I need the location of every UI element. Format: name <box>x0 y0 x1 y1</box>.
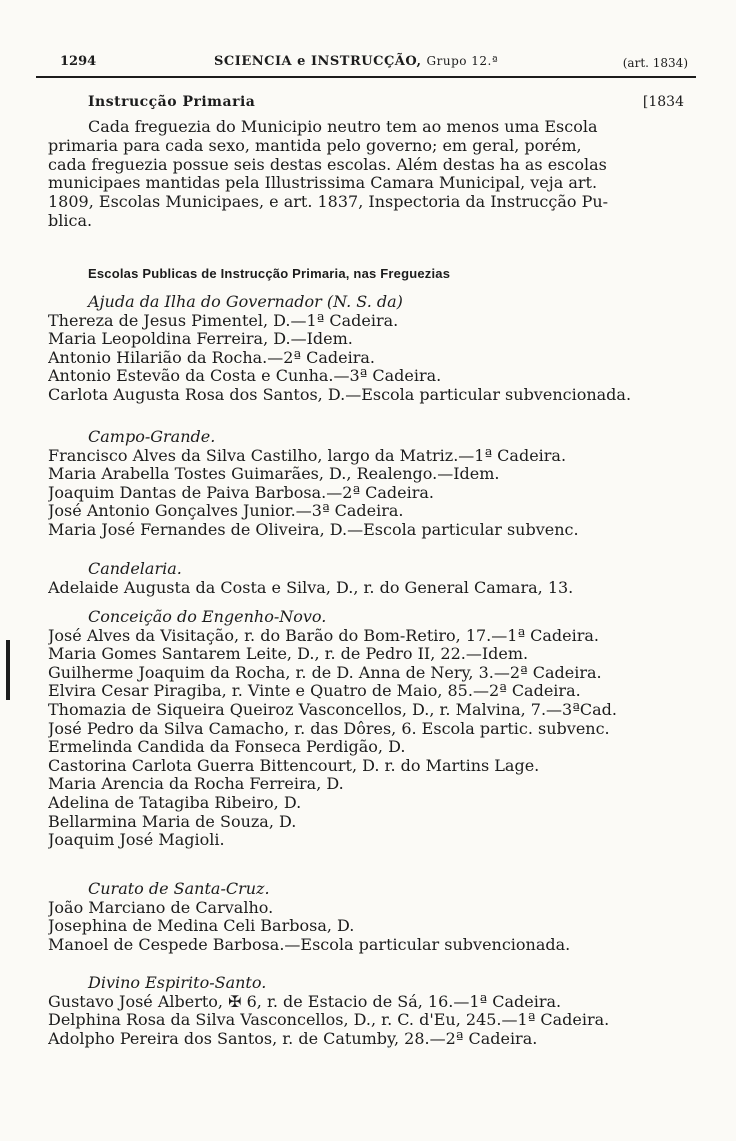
intro-line: 1809, Escolas Municipaes, e art. 1837, Inspectoria da Instrucção Pu- <box>48 193 609 212</box>
list-item: Adelaide Augusta da Costa e Silva, D., r. do General Camara, 13. <box>48 578 574 597</box>
list-item: Antonio Estevão da Costa e Cunha.—3ª Cadeira. <box>48 367 442 386</box>
list-item: Thomazia de Siqueira Queiroz Vasconcellos, D., r. Malvina, 7.—3ªCad. <box>48 700 617 719</box>
list-item: Delphina Rosa da Silva Vasconcellos, D., r. C. d'Eu, 245.—1ª Cadeira. <box>48 1011 610 1030</box>
parish-name: Divino Espirito-Santo. <box>88 973 267 992</box>
intro-line: cada freguezia possue seis destas escolas. Além destas ha as escolas <box>48 155 607 174</box>
section-ref: [1834 <box>642 94 684 110</box>
list-item: José Alves da Visitação, r. do Barão do Bom-Retiro, 17.—1ª Cadeira. <box>48 626 600 645</box>
parish-block <box>48 428 698 540</box>
parish-block <box>48 974 698 1048</box>
section-title: Instrucção Primaria <box>88 94 256 110</box>
list-item: Maria Arencia da Rocha Ferreira, D. <box>48 775 344 794</box>
list-item: Josephina de Medina Celi Barbosa, D. <box>48 917 355 936</box>
running-header <box>36 50 696 78</box>
intro-line: blica. <box>48 211 93 230</box>
list-item: João Marciano de Carvalho. <box>48 898 274 917</box>
list-item: Thereza de Jesus Pimentel, D.—1ª Cadeira. <box>48 311 399 330</box>
list-item: Joaquim Dantas de Paiva Barbosa.—2ª Cadeira. <box>48 483 435 502</box>
ink-smudge <box>6 640 10 700</box>
parish-block <box>48 293 698 405</box>
list-item: Ermelinda Candida da Fonseca Perdigão, D. <box>48 738 406 757</box>
list-item: Francisco Alves da Silva Castilho, largo da Matriz.—1ª Cadeira. <box>48 446 567 465</box>
parish-name: Curato de Santa-Cruz. <box>88 879 270 898</box>
list-item: José Antonio Gonçalves Junior.—3ª Cadeira. <box>48 502 404 521</box>
parish-block <box>48 560 698 597</box>
parish-name: Ajuda da Ilha do Governador (N. S. da) <box>88 292 403 311</box>
intro-line: Cada freguezia do Municipio neutro tem ao menos uma Escola <box>88 118 598 136</box>
section-heading <box>88 94 688 112</box>
intro-line: primaria para cada sexo, mantida pelo governo; em geral, porém, <box>48 136 582 155</box>
list-item: Maria Gomes Santarem Leite, D., r. de Pedro II, 22.—Idem. <box>48 645 529 664</box>
list-item: Adolpho Pereira dos Santos, r. de Catumby, 28.—2ª Cadeira. <box>48 1029 538 1048</box>
list-item: Guilherme Joaquim da Rocha, r. de D. Anna de Nery, 3.—2ª Cadeira. <box>48 663 602 682</box>
parish-name: Conceição do Engenho-Novo. <box>88 607 327 626</box>
list-title: Escolas Publicas de Instrucção Primaria, nas Freguezias <box>88 266 451 281</box>
list-item: Gustavo José Alberto, ✠ 6, r. de Estacio de Sá, 16.—1ª Cadeira. <box>48 992 562 1011</box>
header-group: Grupo 12.ª <box>426 54 499 68</box>
list-item: Adelina de Tatagiba Ribeiro, D. <box>48 793 302 812</box>
list-item: Elvira Cesar Piragiba, r. Vinte e Quatro de Maio, 85.—2ª Cadeira. <box>48 682 581 701</box>
list-item: Maria Arabella Tostes Guimarães, D., Realengo.—Idem. <box>48 465 500 484</box>
header-title <box>214 54 498 69</box>
header-article: (art. 1834) <box>622 56 688 70</box>
list-item: Bellarmina Maria de Souza, D. <box>48 812 297 831</box>
list-item: Manoel de Cespede Barbosa.—Escola particular subvencionada. <box>48 935 571 954</box>
list-item: Carlota Augusta Rosa dos Santos, D.—Escola particular subvencionada. <box>48 385 632 404</box>
list-item: Maria José Fernandes de Oliveira, D.—Escola particular subvenc. <box>48 520 579 539</box>
list-item: Maria Leopoldina Ferreira, D.—Idem. <box>48 330 353 349</box>
parish-block <box>48 608 698 850</box>
list-item: José Pedro da Silva Camacho, r. das Dôres, 6. Escola partic. subvenc. <box>48 719 610 738</box>
list-item: Antonio Hilarião da Rocha.—2ª Cadeira. <box>48 348 375 367</box>
parish-name: Candelaria. <box>88 559 182 578</box>
list-item: Castorina Carlota Guerra Bittencourt, D. r. do Martins Lage. <box>48 756 540 775</box>
parish-name: Campo-Grande. <box>88 427 216 446</box>
list-item: Joaquim José Magioli. <box>48 831 225 850</box>
header-title-text: SCIENCIA e INSTRUCÇÃO, <box>214 54 422 69</box>
page-number: 1294 <box>60 54 97 69</box>
parish-block <box>48 880 698 954</box>
intro-line: municipaes mantidas pela Illustrissima Camara Municipal, veja art. <box>48 174 598 193</box>
intro-paragraph <box>48 118 688 231</box>
